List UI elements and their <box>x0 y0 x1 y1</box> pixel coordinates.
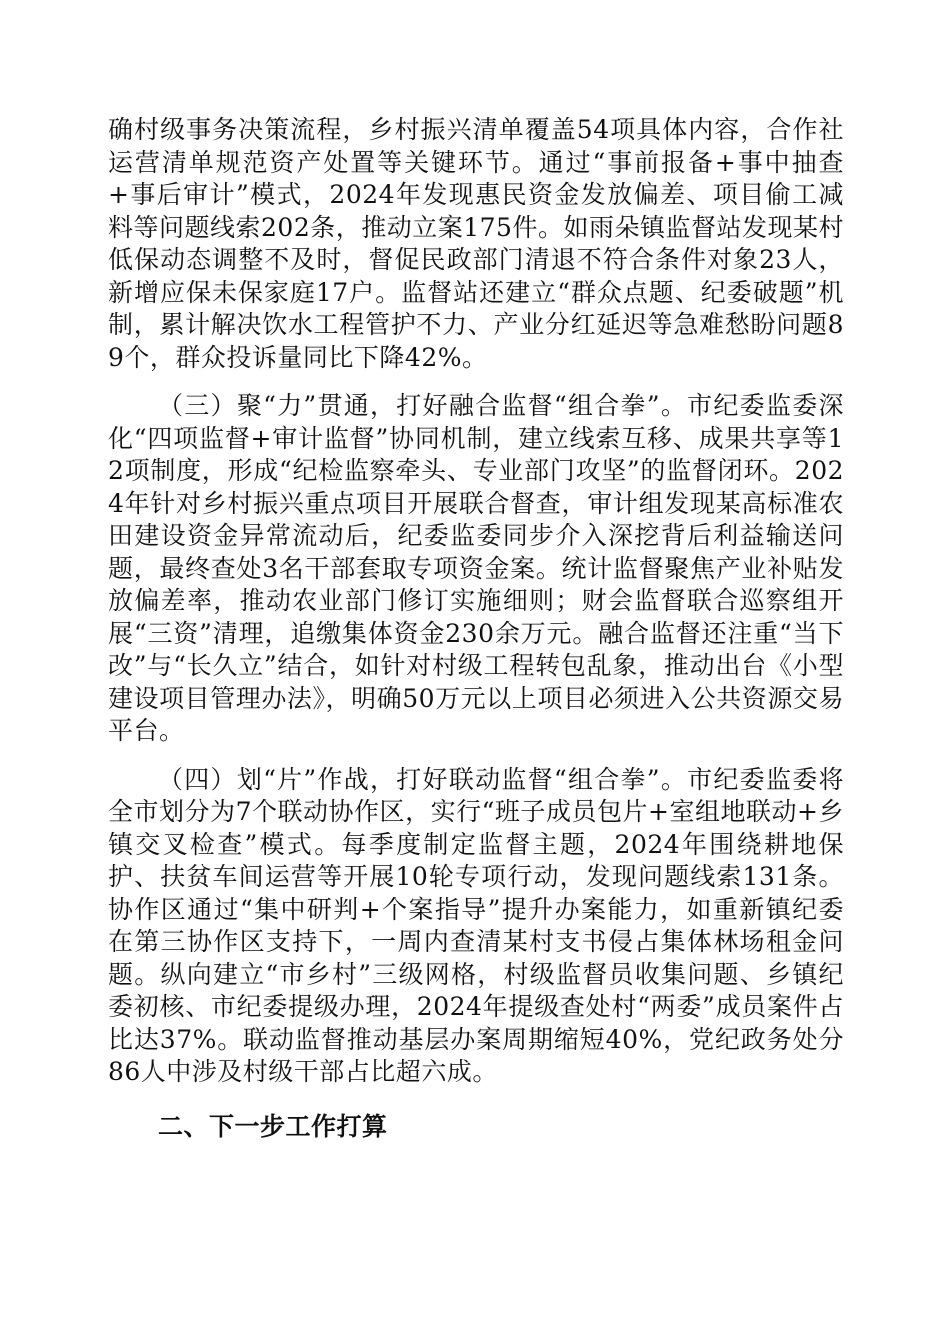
document-page <box>108 114 844 1143</box>
paragraph-continuation: 确村级事务决策流程，乡村振兴清单覆盖54项具体内容，合作社运营清单规范资产处置等关键环节。通过“事前报备+事中抽查+事后审计”模式，2024年发现惠民资金发放偏差、项目偷工减料等问题线索202条，推动立案175件。如雨朵镇监督站发现某村低保动态调整不及时，督促民政部门清退不符合条件对象23人，新增应保未保家庭17户。监督站还建立“群众点题、纪委破题”机制，累计解决饮水工程管护不力、产业分红延迟等急难愁盼问题89个，群众投诉量同比下降42%。 <box>108 115 844 372</box>
paragraph-section-4: （四）划“片”作战，打好联动监督“组合拳”。市纪委监委将全市划分为7个联动协作区，实行“班子成员包片+室组地联动+乡镇交叉检查”模式。每季度制定监督主题，2024年围绕耕地保护、扶贫车间运营等开展10轮专项行动，发现问题线索131条。协作区通过“集中研判+个案指导”提升办案能力，如重新镇纪委在第三协作区支持下，一周内查清某村支书侵占集体林场租金问题。纵向建立“市乡村”三级网格，村级监督员收集问题、乡镇纪委初核、市纪委提级办理，2024年提级查处村“两委”成员案件占比达37%。联动监督推动基层办案周期缩短40%，党纪政务处分86人中涉及村级干部占比超六成。 <box>108 764 844 1086</box>
section-heading: 二、下一步工作打算 <box>158 1111 388 1141</box>
paragraph-section-3: （三）聚“力”贯通，打好融合监督“组合拳”。市纪委监委深化“四项监督+审计监督”协同机制，建立线索互移、成果共享等12项制度，形成“纪检监察牵头、专业部门攻坚”的监督闭环。2024年针对乡村振兴重点项目开展联合督查，审计组发现某高标准农田建设资金异常流动后，纪委监委同步介入深挖背后利益输送问题，最终查处3名干部套取专项资金案。统计监督聚焦产业补贴发放偏差率，推动农业部门修订实施细则；财会监督联合巡察组开展“三资”清理，追缴集体资金230余万元。融合监督还注重“当下改”与“长久立”结合，如针对村级工程转包乱象，推动出台《小型建设项目管理办法》，明确50万元以上项目必须进入公共资源交易平台。 <box>108 391 844 745</box>
